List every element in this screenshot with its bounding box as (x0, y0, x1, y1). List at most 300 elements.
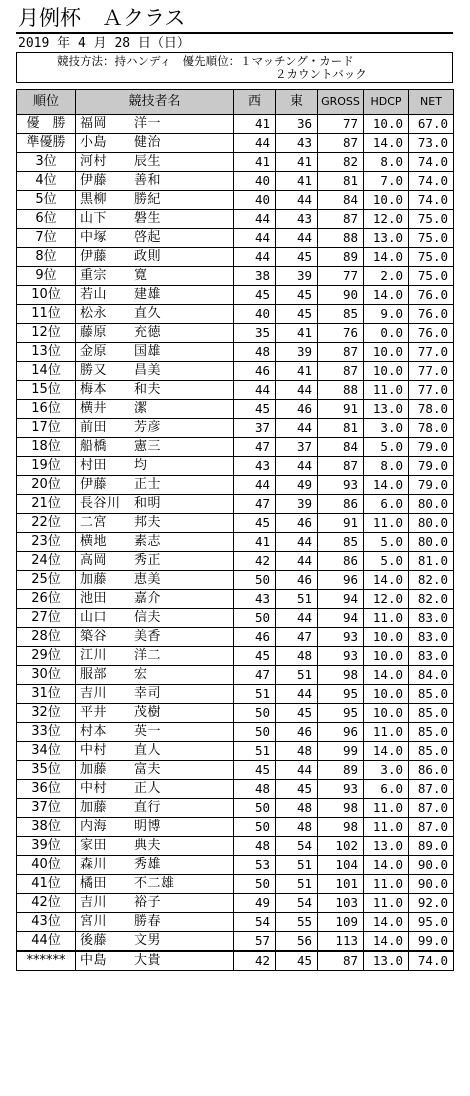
out-score-cell: 44 (234, 134, 276, 153)
gross-cell: 103 (318, 894, 364, 913)
out-score-cell: 44 (234, 210, 276, 229)
net-cell: 78.0 (409, 419, 454, 438)
net-cell: 87.0 (409, 799, 454, 818)
player-name-cell: 家田 典夫 (76, 837, 234, 856)
net-cell: 82.0 (409, 590, 454, 609)
hdcp-cell: 14.0 (364, 932, 409, 952)
rank-cell: 25位 (17, 571, 76, 590)
in-score-cell: 45 (276, 951, 318, 971)
player-name-cell: 江川 洋二 (76, 647, 234, 666)
hdcp-cell: 12.0 (364, 210, 409, 229)
player-name-cell: 二宮 邦夫 (76, 514, 234, 533)
net-cell: 90.0 (409, 856, 454, 875)
out-score-cell: 42 (234, 552, 276, 571)
in-score-cell: 47 (276, 628, 318, 647)
rank-cell: 34位 (17, 742, 76, 761)
hdcp-cell: 14.0 (364, 248, 409, 267)
in-score-cell: 48 (276, 647, 318, 666)
out-score-cell: 57 (234, 932, 276, 952)
gross-cell: 99 (318, 742, 364, 761)
out-score-cell: 44 (234, 381, 276, 400)
player-name-cell: 勝又 昌美 (76, 362, 234, 381)
table-row (17, 343, 454, 362)
net-cell: 76.0 (409, 324, 454, 343)
in-score-cell: 37 (276, 438, 318, 457)
table-row (17, 210, 454, 229)
hdcp-cell: 11.0 (364, 818, 409, 837)
in-score-cell: 51 (276, 590, 318, 609)
results-table (16, 89, 454, 971)
out-score-cell: 50 (234, 875, 276, 894)
hdcp-cell: 14.0 (364, 856, 409, 875)
net-cell: 84.0 (409, 666, 454, 685)
gross-cell: 87 (318, 951, 364, 971)
table-row (17, 571, 454, 590)
hdcp-cell: 6.0 (364, 495, 409, 514)
out-score-cell: 40 (234, 172, 276, 191)
gross-cell: 77 (318, 267, 364, 286)
net-cell: 76.0 (409, 305, 454, 324)
net-cell: 79.0 (409, 476, 454, 495)
out-score-cell: 50 (234, 571, 276, 590)
net-cell: 77.0 (409, 362, 454, 381)
in-score-cell: 45 (276, 704, 318, 723)
in-score-cell: 39 (276, 343, 318, 362)
net-cell: 80.0 (409, 495, 454, 514)
hdcp-cell: 13.0 (364, 229, 409, 248)
net-cell: 74.0 (409, 951, 454, 971)
hdcp-cell: 14.0 (364, 476, 409, 495)
in-score-cell: 46 (276, 571, 318, 590)
in-score-cell: 44 (276, 609, 318, 628)
player-name-cell: 吉川 幸司 (76, 685, 234, 704)
in-score-cell: 44 (276, 229, 318, 248)
rank-cell: 17位 (17, 419, 76, 438)
player-name-cell: 中村 正人 (76, 780, 234, 799)
net-cell: 85.0 (409, 742, 454, 761)
net-cell: 67.0 (409, 115, 454, 134)
in-score-cell: 44 (276, 381, 318, 400)
in-score-cell: 39 (276, 495, 318, 514)
out-score-cell: 37 (234, 419, 276, 438)
player-name-cell: 福岡 洋一 (76, 115, 234, 134)
table-row (17, 818, 454, 837)
gross-cell: 94 (318, 609, 364, 628)
rank-cell: 12位 (17, 324, 76, 343)
gross-cell: 93 (318, 780, 364, 799)
in-score-cell: 54 (276, 837, 318, 856)
out-score-cell: 46 (234, 362, 276, 381)
player-name-cell: 小島 健治 (76, 134, 234, 153)
out-score-cell: 45 (234, 647, 276, 666)
table-row (17, 457, 454, 476)
rank-cell: 5位 (17, 191, 76, 210)
net-cell: 75.0 (409, 229, 454, 248)
out-score-cell: 42 (234, 951, 276, 971)
out-score-cell: 51 (234, 742, 276, 761)
net-cell: 99.0 (409, 932, 454, 952)
table-row (17, 267, 454, 286)
rank-cell: 19位 (17, 457, 76, 476)
table-row (17, 286, 454, 305)
rank-cell: 4位 (17, 172, 76, 191)
table-row (17, 628, 454, 647)
net-cell: 78.0 (409, 400, 454, 419)
hdcp-cell: 0.0 (364, 324, 409, 343)
table-row (17, 381, 454, 400)
out-score-cell: 47 (234, 666, 276, 685)
hdcp-cell: 5.0 (364, 533, 409, 552)
gross-cell: 77 (318, 115, 364, 134)
out-score-cell: 48 (234, 343, 276, 362)
hdcp-cell: 8.0 (364, 153, 409, 172)
out-score-cell: 50 (234, 818, 276, 837)
table-row (17, 495, 454, 514)
player-name-cell: 築谷 美香 (76, 628, 234, 647)
net-cell: 87.0 (409, 818, 454, 837)
net-cell: 87.0 (409, 780, 454, 799)
in-score-cell: 45 (276, 780, 318, 799)
gross-cell: 85 (318, 305, 364, 324)
player-name-cell: 内海 明博 (76, 818, 234, 837)
rank-cell: 15位 (17, 381, 76, 400)
gross-cell: 95 (318, 704, 364, 723)
hdcp-cell: 11.0 (364, 723, 409, 742)
table-row (17, 799, 454, 818)
table-row (17, 191, 454, 210)
net-cell: 76.0 (409, 286, 454, 305)
rank-cell: 32位 (17, 704, 76, 723)
hdcp-cell: 7.0 (364, 172, 409, 191)
rank-cell: 42位 (17, 894, 76, 913)
in-score-cell: 44 (276, 191, 318, 210)
table-row (17, 837, 454, 856)
out-score-cell: 40 (234, 305, 276, 324)
table-row (17, 761, 454, 780)
net-cell: 85.0 (409, 704, 454, 723)
table-row (17, 134, 454, 153)
out-score-cell: 50 (234, 609, 276, 628)
net-cell: 85.0 (409, 685, 454, 704)
in-score-cell: 45 (276, 286, 318, 305)
table-row (17, 951, 454, 971)
conditions-line-2: ２カウントバック (275, 67, 367, 81)
competition-date: 2019 年 4 月 28 日（日） (18, 36, 190, 51)
hdcp-cell: 10.0 (364, 685, 409, 704)
table-row (17, 932, 454, 952)
player-name-cell: 金原 国雄 (76, 343, 234, 362)
rank-cell: 43位 (17, 913, 76, 932)
table-row (17, 476, 454, 495)
in-score-cell: 56 (276, 932, 318, 952)
hdcp-cell: 10.0 (364, 362, 409, 381)
hdcp-cell: 6.0 (364, 780, 409, 799)
table-row (17, 856, 454, 875)
net-cell: 83.0 (409, 628, 454, 647)
hdcp-cell: 10.0 (364, 191, 409, 210)
player-name-cell: 橘田 不二雄 (76, 875, 234, 894)
player-name-cell: 伊藤 善和 (76, 172, 234, 191)
table-row (17, 723, 454, 742)
table-row (17, 153, 454, 172)
player-name-cell: 中塚 啓起 (76, 229, 234, 248)
in-score-cell: 44 (276, 419, 318, 438)
player-name-cell: 池田 嘉介 (76, 590, 234, 609)
player-name-cell: 梅本 和夫 (76, 381, 234, 400)
gross-cell: 113 (318, 932, 364, 952)
rank-cell: 37位 (17, 799, 76, 818)
table-row (17, 913, 454, 932)
table-row (17, 894, 454, 913)
gross-cell: 88 (318, 381, 364, 400)
net-cell: 73.0 (409, 134, 454, 153)
net-cell: 74.0 (409, 153, 454, 172)
table-row (17, 172, 454, 191)
gross-cell: 87 (318, 134, 364, 153)
table-row (17, 400, 454, 419)
header-net: NET (409, 90, 454, 115)
in-score-cell: 44 (276, 533, 318, 552)
rank-cell: 20位 (17, 476, 76, 495)
out-score-cell: 45 (234, 761, 276, 780)
in-score-cell: 54 (276, 894, 318, 913)
out-score-cell: 50 (234, 799, 276, 818)
out-score-cell: 48 (234, 780, 276, 799)
player-name-cell: 村本 英一 (76, 723, 234, 742)
rank-cell: 33位 (17, 723, 76, 742)
in-score-cell: 41 (276, 153, 318, 172)
title-underline (16, 32, 453, 34)
rank-cell: 21位 (17, 495, 76, 514)
hdcp-cell: 14.0 (364, 134, 409, 153)
player-name-cell: 平井 茂樹 (76, 704, 234, 723)
rank-cell: 36位 (17, 780, 76, 799)
net-cell: 77.0 (409, 381, 454, 400)
rank-cell: 16位 (17, 400, 76, 419)
out-score-cell: 48 (234, 837, 276, 856)
net-cell: 86.0 (409, 761, 454, 780)
gross-cell: 89 (318, 248, 364, 267)
hdcp-cell: 11.0 (364, 609, 409, 628)
table-row (17, 419, 454, 438)
gross-cell: 87 (318, 362, 364, 381)
in-score-cell: 46 (276, 514, 318, 533)
hdcp-cell: 3.0 (364, 761, 409, 780)
gross-cell: 94 (318, 590, 364, 609)
in-score-cell: 44 (276, 761, 318, 780)
gross-cell: 81 (318, 419, 364, 438)
gross-cell: 96 (318, 571, 364, 590)
results-body (17, 115, 454, 971)
out-score-cell: 51 (234, 685, 276, 704)
net-cell: 75.0 (409, 210, 454, 229)
out-score-cell: 44 (234, 476, 276, 495)
hdcp-cell: 8.0 (364, 457, 409, 476)
rank-cell: 3位 (17, 153, 76, 172)
table-row (17, 742, 454, 761)
in-score-cell: 44 (276, 457, 318, 476)
rank-cell: 9位 (17, 267, 76, 286)
gross-cell: 87 (318, 343, 364, 362)
gross-cell: 90 (318, 286, 364, 305)
rank-cell: 38位 (17, 818, 76, 837)
table-row (17, 875, 454, 894)
gross-cell: 81 (318, 172, 364, 191)
out-score-cell: 47 (234, 438, 276, 457)
player-name-cell: 中島 大貴 (76, 951, 234, 971)
gross-cell: 102 (318, 837, 364, 856)
in-score-cell: 45 (276, 248, 318, 267)
player-name-cell: 横井 潔 (76, 400, 234, 419)
hdcp-cell: 10.0 (364, 628, 409, 647)
gross-cell: 93 (318, 628, 364, 647)
hdcp-cell: 14.0 (364, 666, 409, 685)
out-score-cell: 45 (234, 400, 276, 419)
out-score-cell: 50 (234, 704, 276, 723)
hdcp-cell: 10.0 (364, 647, 409, 666)
gross-cell: 84 (318, 191, 364, 210)
player-name-cell: 高岡 秀正 (76, 552, 234, 571)
out-score-cell: 49 (234, 894, 276, 913)
net-cell: 74.0 (409, 191, 454, 210)
table-row (17, 229, 454, 248)
in-score-cell: 46 (276, 400, 318, 419)
hdcp-cell: 11.0 (364, 875, 409, 894)
net-cell: 85.0 (409, 723, 454, 742)
page-title: 月例杯 Ａクラス (18, 6, 186, 30)
rank-cell: 準優勝 (17, 134, 76, 153)
hdcp-cell: 10.0 (364, 343, 409, 362)
hdcp-cell: 2.0 (364, 267, 409, 286)
in-score-cell: 36 (276, 115, 318, 134)
in-score-cell: 44 (276, 552, 318, 571)
hdcp-cell: 11.0 (364, 894, 409, 913)
in-score-cell: 43 (276, 134, 318, 153)
header-in: 東 (276, 90, 318, 115)
rank-cell: 28位 (17, 628, 76, 647)
out-score-cell: 53 (234, 856, 276, 875)
hdcp-cell: 11.0 (364, 514, 409, 533)
net-cell: 79.0 (409, 438, 454, 457)
out-score-cell: 50 (234, 723, 276, 742)
hdcp-cell: 14.0 (364, 913, 409, 932)
conditions-line-1: 競技方法：持ハンディ 優先順位：１マッチング・カード (57, 54, 354, 68)
gross-cell: 109 (318, 913, 364, 932)
header-name: 競技者名 (76, 90, 234, 115)
in-score-cell: 48 (276, 742, 318, 761)
rank-cell: 14位 (17, 362, 76, 381)
table-row (17, 115, 454, 134)
in-score-cell: 41 (276, 362, 318, 381)
hdcp-cell: 5.0 (364, 438, 409, 457)
in-score-cell: 51 (276, 875, 318, 894)
rank-cell: 18位 (17, 438, 76, 457)
table-row (17, 533, 454, 552)
player-name-cell: 横地 素志 (76, 533, 234, 552)
hdcp-cell: 13.0 (364, 951, 409, 971)
gross-cell: 95 (318, 685, 364, 704)
in-score-cell: 55 (276, 913, 318, 932)
in-score-cell: 51 (276, 856, 318, 875)
table-row (17, 647, 454, 666)
gross-cell: 82 (318, 153, 364, 172)
player-name-cell: 黒柳 勝紀 (76, 191, 234, 210)
net-cell: 92.0 (409, 894, 454, 913)
net-cell: 74.0 (409, 172, 454, 191)
player-name-cell: 服部 宏 (76, 666, 234, 685)
rank-cell: 7位 (17, 229, 76, 248)
net-cell: 83.0 (409, 609, 454, 628)
out-score-cell: 54 (234, 913, 276, 932)
gross-cell: 96 (318, 723, 364, 742)
rank-cell: 27位 (17, 609, 76, 628)
gross-cell: 89 (318, 761, 364, 780)
rank-cell: 31位 (17, 685, 76, 704)
table-row (17, 248, 454, 267)
player-name-cell: 森川 秀雄 (76, 856, 234, 875)
in-score-cell: 41 (276, 324, 318, 343)
header-hdcp: HDCP (364, 90, 409, 115)
gross-cell: 76 (318, 324, 364, 343)
header-row (17, 90, 454, 115)
gross-cell: 91 (318, 400, 364, 419)
gross-cell: 98 (318, 818, 364, 837)
out-score-cell: 35 (234, 324, 276, 343)
rank-cell: 23位 (17, 533, 76, 552)
gross-cell: 86 (318, 495, 364, 514)
header-out: 西 (234, 90, 276, 115)
table-row (17, 685, 454, 704)
out-score-cell: 46 (234, 628, 276, 647)
gross-cell: 86 (318, 552, 364, 571)
net-cell: 79.0 (409, 457, 454, 476)
player-name-cell: 前田 芳彦 (76, 419, 234, 438)
gross-cell: 98 (318, 799, 364, 818)
hdcp-cell: 14.0 (364, 286, 409, 305)
out-score-cell: 43 (234, 590, 276, 609)
table-row (17, 552, 454, 571)
gross-cell: 93 (318, 647, 364, 666)
net-cell: 95.0 (409, 913, 454, 932)
net-cell: 82.0 (409, 571, 454, 590)
rank-cell: 35位 (17, 761, 76, 780)
gross-cell: 93 (318, 476, 364, 495)
rank-cell: 優 勝 (17, 115, 76, 134)
net-cell: 80.0 (409, 514, 454, 533)
net-cell: 75.0 (409, 248, 454, 267)
rank-cell: 44位 (17, 932, 76, 952)
table-row (17, 438, 454, 457)
out-score-cell: 40 (234, 191, 276, 210)
player-name-cell: 後藤 文男 (76, 932, 234, 952)
in-score-cell: 44 (276, 685, 318, 704)
hdcp-cell: 3.0 (364, 419, 409, 438)
player-name-cell: 加藤 富夫 (76, 761, 234, 780)
header-rank: 順位 (17, 90, 76, 115)
out-score-cell: 45 (234, 286, 276, 305)
net-cell: 83.0 (409, 647, 454, 666)
gross-cell: 85 (318, 533, 364, 552)
in-score-cell: 51 (276, 666, 318, 685)
in-score-cell: 48 (276, 799, 318, 818)
rank-cell: 13位 (17, 343, 76, 362)
hdcp-cell: 5.0 (364, 552, 409, 571)
in-score-cell: 48 (276, 818, 318, 837)
gross-cell: 91 (318, 514, 364, 533)
net-cell: 80.0 (409, 533, 454, 552)
gross-cell: 87 (318, 457, 364, 476)
out-score-cell: 41 (234, 533, 276, 552)
